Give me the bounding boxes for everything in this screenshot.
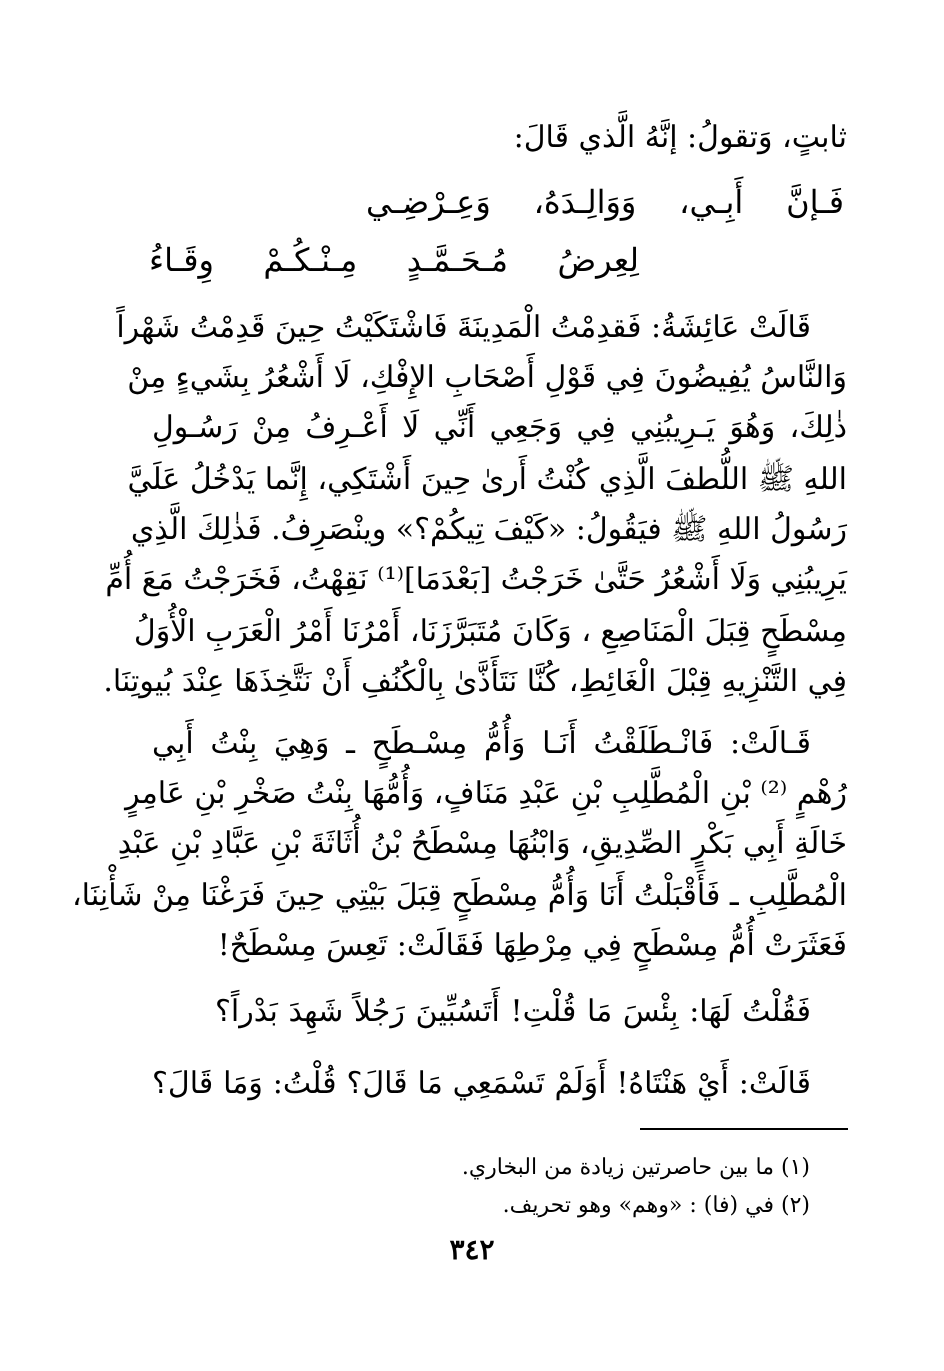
text-line: خَالَةِ أَبِي بَكْرٍ الصِّدِيقِ، وَابْنُهَا مِسْطَحُ بْنُ أُثَاثَةَ بْنِ عَبَّادِ بْنِ عَبْدِ: [117, 826, 847, 861]
verse-word: فَـإنَّ: [786, 183, 844, 221]
paragraph-4: [152, 1062, 847, 1106]
footnote-separator: [640, 1128, 848, 1130]
verse-word: وِقَـاءُ: [149, 241, 214, 279]
text-line: فَقُلْتُ لَهَا: بِئْسَ مَا قُلْتِ! أَتَسُبِّينَ رَجُلاً شَهِدَ بَدْراً؟: [215, 994, 811, 1029]
verse-line-2: [149, 236, 639, 284]
text-line: ذٰلِكَ، وَهُوَ يَـرِيبُنِي فِي وَجَعِي أَنِّي لَا أَعْـرِفُ مِنْ رَسُـولِ: [152, 410, 847, 445]
footnote-1: (١) ما بين حاصرتين زيادة من البخاري.: [461, 1155, 810, 1180]
verse-word: لِعِرضُ: [557, 241, 639, 279]
text-line: قَالَتْ عَائِشَةُ: فَقدِمْتُ الْمَدِينَةَ فَاشْتَكَيْتُ حِينَ قَدِمْتُ شَهْراً: [116, 310, 811, 345]
text-line: وَالنَّاسُ يُفِيضُونَ فِي قَوْلِ أَصْحَابِ الإِفْكِ، لَا أَشْعُرُ بِشَيءٍ مِنْ: [127, 360, 847, 395]
page-number: ٣٤٢: [449, 1233, 495, 1266]
intro-line: ثابتٍ، وَتقولُ: إنَّهُ الَّذي قَالَ:: [513, 120, 847, 155]
verse-word: وَعِـرْضِـي: [366, 183, 491, 221]
footnote-2: (٢) في (فا) : «وهم» وهو تحريف.: [502, 1193, 810, 1218]
text-line: فَعَثَرَتْ أُمُّ مِسْطَحٍ فِي مِرْطِهَا فَقَالَتْ: تَعِسَ مِسْطَحٌ!: [217, 928, 847, 963]
verse-line-1: [366, 178, 844, 226]
text-line: قَـالَتْ: فَانْـطَلَقْتُ أَنَـا وَأُمُّ مِسْـطَحٍ ـ وَهِيَ بِنْتُ أَبِي: [152, 726, 811, 761]
paragraph-1: [103, 306, 847, 716]
text-line: يَرِيبُنِي وَلَا أَشْعُرُ حَتَّىٰ خَرَجْتُ [بَعْدَمَا]⁽¹⁾ نَقِهْتُ، فَخَرَجْتُ مَعَ أُمِّ: [105, 562, 847, 597]
intro-block: [97, 116, 847, 160]
text-line: اللهِ ﷺ اللُّطفَ الَّذِي كُنْتُ أَرىٰ حِينَ أَشْتَكِي، إِنَّما يَدْخُلُ عَلَيَّ: [127, 462, 847, 497]
text-line: رُهْمٍ ⁽²⁾ بْنِ الْمُطَّلِبِ بْنِ عَبْدِ مَنَافٍ، وَأُمُّهَا بِنْتُ صَخْرِ بْنِ عَامِرٍ: [125, 776, 847, 811]
paragraph-2: [72, 722, 847, 982]
text-line: فِي التَّنْزِيهِ قِبْلَ الْغَائِطِ، كُنَّا نَتَأَذَّىٰ بِالْكُنُفِ أَنْ نَتَّخِذَهَا عِنْدَ بُيوتِنَا.: [103, 664, 847, 699]
text-line: قَالَتْ: أَيْ هَنْتَاهُ! أَوَلَمْ تَسْمَعِي مَا قَالَ؟ قُلْتُ: وَمَا قَالَ؟: [152, 1066, 811, 1101]
verse-word: مُـحَـمَّـدٍ: [406, 241, 508, 279]
text-line: مِسْطَحٍ قِبَلَ الْمَنَاصِعِ ، وَكَانَ مُتَبَرَّزَنَا، أَمْرُنَا أَمْرُ الْعَرَبِ الْأُوَلُ: [133, 614, 847, 649]
text-line: الْمُطَّلِبِ ـ فَأَقْبَلْتُ أَنَا وَأُمُّ مِسْطَحٍ قِبَلَ بَيْتِي حِينَ فَرَغْنَا مِنْ شَأْنِنَا،: [72, 878, 847, 913]
verse-word: أَبِـي،: [679, 183, 744, 221]
verse-word: وَوَالِـدَهُ،: [533, 183, 637, 221]
text-line: رَسُولُ اللهِ ﷺ فيَقُولُ: «كَيْفَ تِيكُمْ؟» وينْصَرِفُ. فَذٰلِكَ الَّذِي: [130, 512, 847, 547]
verse-word: مِـنْـكُـمْ: [263, 241, 358, 279]
paragraph-3: [215, 990, 811, 1034]
